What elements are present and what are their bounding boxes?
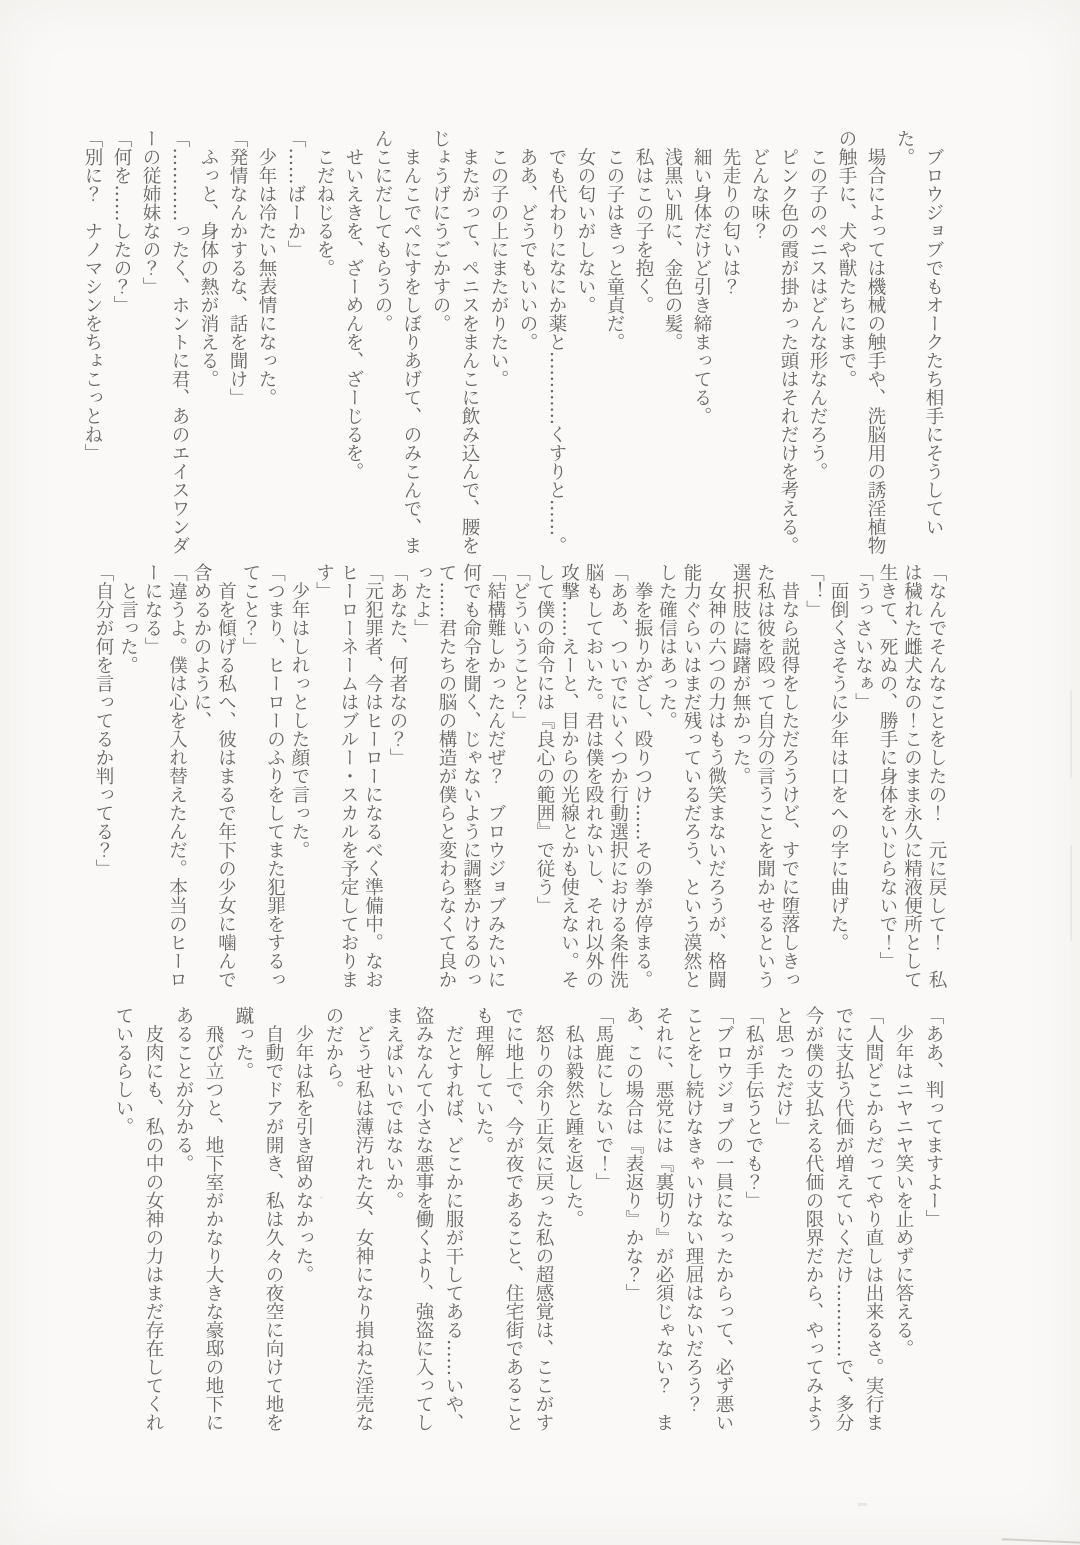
paragraph: 首を傾げる私へ、彼はまるで年下の少女に噛んで含めるかのように、: [191, 563, 237, 989]
paragraph: 「なんでそんなことをしたの！ 元に戻して！ 私は穢れた雌犬なの！このまま永久に精液便所として生きて、死ぬの、勝手に身体をいじらないで！」: [877, 563, 947, 989]
paragraph: 自動でドアが開き、私は久々の夜空に向けて地を蹴った。: [233, 1006, 284, 1432]
paragraph: 「あなた、何者なの？」: [387, 563, 408, 767]
paragraph: 「ああ、判ってますよー」: [923, 1006, 944, 1228]
paragraph: 「……ばーか」: [285, 129, 306, 259]
paragraph: 拳を振りかざし、殴りつけ……その拳が停まる。: [632, 563, 653, 989]
text-section-top: [78, 129, 948, 556]
scan-artifact-edge-tick: [1070, 845, 1072, 941]
paragraph: どうせ私は薄汚れた女、女神になり損ねた淫売なのだから。: [323, 1006, 374, 1432]
paragraph: 昔なら説得をしただろうけど、すでに堕落しきった私は彼を殴って自分の言うことを聞かせるという選択肢に躊躇が無かった。: [730, 563, 800, 989]
paragraph: 私はこの子を抱く。: [633, 129, 654, 314]
paragraph: 先走りの匂いは？: [720, 129, 741, 296]
paragraph: ブロウジョブでもオークたち相手にそうしていた。: [894, 129, 944, 536]
paragraph: 場合によっては機械の触手や、洗脳用の誘淫植物の触手に、犬や獣たちにまで。: [836, 129, 886, 555]
paragraph: 「どういうこと？」: [509, 563, 531, 730]
paragraph: 少年はしれっとした顔で言った。: [289, 563, 310, 859]
paragraph: 「…………ったく、ホントに君、あのエイスワンダーの従姉妹なの？」: [140, 129, 190, 555]
paragraph: ああ、どうでもいいの。: [517, 129, 538, 351]
paragraph: 少年はニヤニヤ笑いを止めずに答える。: [893, 1006, 914, 1358]
paragraph: 「ブロウジョブの一員になったからって、必ず悪いことをし続けなきゃいけない理屈はないだろう？ それに、悪党には『裏切り』が必須じゃない？ まあ、この場合は『表返り』かな？」: [623, 1006, 734, 1432]
paragraph: 「違うよ。僕は心を入れ替えたんだ。本当のヒーローになる」: [142, 563, 188, 989]
text-section-middle: [91, 563, 949, 990]
paragraph: 面倒くさそうに少年は口をへの字に曲げた。: [828, 563, 849, 952]
paragraph: 女の匂いがしない。: [575, 129, 596, 314]
paragraph: でも代わりになにか薬と…………くすりと……。: [546, 129, 567, 555]
paragraph: 飛び立つと、地下室がかなり大きな豪邸の地下にあることが分かる。: [173, 1006, 224, 1432]
paragraph: 怒りの余り正気に戻った私の超感覚は、ここがすでに地上で、今が夜であること、住宅街であることも理解していた。: [473, 1006, 554, 1432]
paragraph: 「人間どこからだってやり直しは出来るさ。実行までに支払う代価が増えていくだけ…………で、多分今が僕の支払える代価の限界だから、やってみようと思っただけ」: [773, 1006, 884, 1432]
paragraph: だとすれば、どこかに服が干してある……いや、盗みなんて小さな悪事を働くより、強盗に入ってしまえばいいではないか。: [383, 1006, 464, 1432]
paragraph: まんこでぺにすをしぼりあげて、のみこんで、まんこにだしてもらうの。: [372, 129, 422, 555]
scan-artifact-speck: [858, 1503, 867, 1506]
paragraph: 「自分が何を言ってるか判ってる？」: [93, 563, 114, 878]
paragraph: せいえきを、ざーめんを、ざーじるを。: [343, 129, 364, 481]
paragraph: 「馬鹿にしないで！」: [593, 1006, 614, 1191]
paragraph: ピンク色の霞が掛かった頭はそれだけを考える。: [778, 129, 799, 555]
paragraph: こだねじるを。: [314, 129, 335, 277]
paragraph: 「結構難しかったんだぜ？ ブロウジョブみたいに何でも命令を聞く、じゃないように調整かけるのって……君たちの脳の構造が僕らと変わらなくて良かったよ」: [411, 563, 506, 989]
paragraph: 皮肉にも、私の中の女神の力はまだ存在してくれているらしい。: [113, 1006, 164, 1432]
paragraph: この子の上にまたがりたい。: [488, 129, 509, 388]
scan-artifact-corner-line: [1002, 1538, 1080, 1544]
paragraph: 「元犯罪者、今はヒーローになるべく準備中。なおヒーローネームはブルー・スカルを予定しております」: [313, 563, 384, 989]
paragraph: と言った。: [117, 563, 139, 674]
paragraph: 「発情なんかするな、話を聞け」: [227, 129, 248, 407]
paragraph: 「何を……したの？」: [111, 129, 132, 314]
scan-artifact-edge-tick: [1070, 690, 1072, 778]
paragraph: 私は毅然と踵を返した。: [563, 1006, 584, 1228]
paragraph: またがって、ペニスをまんこに飲み込んで、腰をじょうげにうごかすの。: [430, 129, 480, 555]
paragraph: どんな味？: [749, 129, 770, 240]
paragraph: 浅黒い肌に、金色の髪。: [662, 129, 683, 351]
paragraph: 少年は私を引き留めなかった。: [293, 1006, 314, 1284]
paragraph: 女神の六つの力はもう微笑まないだろうが、格闘能力ぐらいはまだ残っているだろう、という漠然とした確信はあった。: [656, 563, 727, 989]
paragraph: この子はきっと童貞だ。: [604, 129, 625, 351]
paragraph: 「ああ、ついでにいくつか行動選択における条件洗脳もしておいた。君は僕を殴れないし、それ以外の攻撃……えーと、目からの光線とかも使えない。そして僕の命令には『良心の範囲』で従う」: [534, 563, 629, 989]
paragraph: 細い身体だけど引き締まってる。: [691, 129, 712, 425]
text-section-bottom: [108, 1006, 948, 1433]
paragraph: 「別に？ ナノマシンをちょこっとね」: [82, 129, 103, 462]
paragraph: 少年は冷たい無表情になった。: [256, 129, 277, 407]
paragraph: 「私が手伝うとでも？」: [743, 1006, 764, 1210]
scan-artifact-speck: [320, 1196, 323, 1199]
paragraph: 「！」: [803, 563, 825, 619]
paragraph: この子のペニスはどんな形なんだろう。: [807, 129, 828, 481]
paragraph: ふっと、身体の熱が消える。: [198, 129, 219, 388]
paragraph: 「うっさいなぁ」: [852, 563, 874, 711]
paragraph: 「つまり、ヒーローのふりをしてまた犯罪をするってこと？」: [240, 563, 286, 989]
